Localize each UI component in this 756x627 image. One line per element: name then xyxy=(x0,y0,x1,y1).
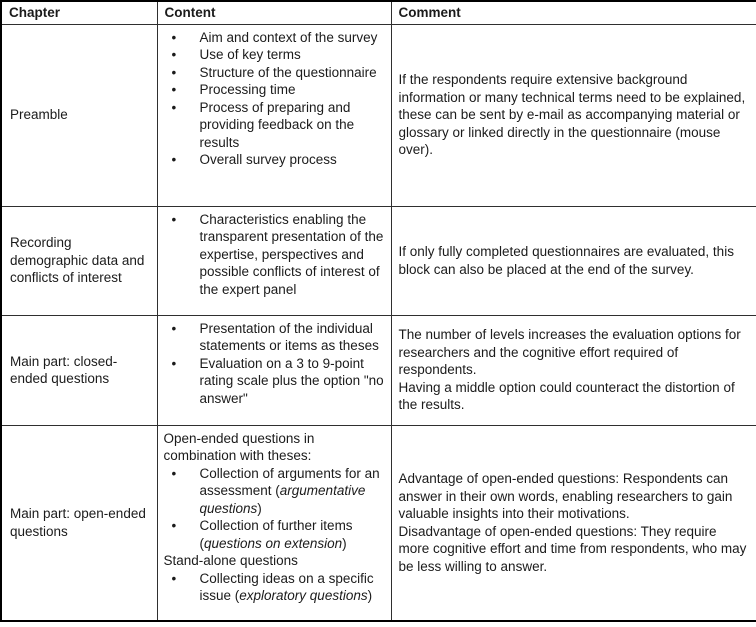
bullet-icon: • xyxy=(171,82,177,97)
text-segment: Collecting ideas on a specific issue ( xyxy=(199,570,374,603)
content-item-text xyxy=(164,431,315,464)
chapter-cell xyxy=(1,425,157,621)
table-row xyxy=(1,315,756,425)
text-segment: Overall survey process xyxy=(199,152,337,167)
comment-cell xyxy=(391,206,756,315)
content-item-text xyxy=(200,570,387,605)
content-bullet-item xyxy=(163,211,387,299)
comment-paragraph: If the respondents require extensive background information or many technical terms need to be explained, these can be sent by e-mail as accompanying material or glossary or linked directly in the questionnaire (mouse over). xyxy=(398,72,746,158)
chapter-cell xyxy=(1,206,157,315)
content-item-text xyxy=(200,465,387,518)
content-item-text xyxy=(200,29,387,47)
comment-paragraph: Disadvantage of open-ended questions: They require more cognitive effort and time from respondents, who may be less willing to answer. xyxy=(398,523,747,574)
table-row xyxy=(1,425,756,621)
text-segment: Process of preparing and providing feedback on the results xyxy=(199,99,355,150)
text-segment: ) xyxy=(367,588,373,603)
content-item-text xyxy=(200,320,387,355)
chapter-cell xyxy=(1,24,157,206)
comment-paragraph: The number of levels increases the evaluation options for researchers and the cognitive effort required of respondents. xyxy=(398,327,741,378)
content-bullet-item xyxy=(163,46,387,64)
chapter-label: Recording demographic data and conflicts of interest xyxy=(10,235,145,286)
chapter-label: Main part: closed-ended questions xyxy=(10,353,118,386)
text-segment: Presentation of the individual statements or items as theses xyxy=(199,320,379,353)
content-item-text xyxy=(200,211,387,299)
text-segment: Evaluation on a 3 to 9-point rating scale plus the option "no answer" xyxy=(199,355,384,406)
text-segment: Structure of the questionnaire xyxy=(199,64,377,80)
content-text-line xyxy=(163,552,387,570)
content-bullet-item xyxy=(163,465,387,518)
column-header-content: Content xyxy=(157,1,391,24)
text-segment: ) xyxy=(257,500,262,516)
content-bullet-item xyxy=(163,517,387,552)
italic-text-segment: questions on extension xyxy=(204,535,343,551)
comment-cell xyxy=(391,315,756,425)
bullet-icon: • xyxy=(171,355,177,371)
content-cell xyxy=(157,425,391,621)
content-bullet-item xyxy=(163,320,387,355)
content-cell xyxy=(157,315,391,425)
content-bullet-item xyxy=(163,81,387,99)
text-segment: Open-ended questions in combination with theses: xyxy=(163,430,315,463)
column-header-chapter: Chapter xyxy=(1,1,157,24)
text-segment: Processing time xyxy=(199,82,296,97)
content-bullet-item xyxy=(163,29,387,47)
content-item-text xyxy=(200,517,387,552)
bullet-icon: • xyxy=(171,64,177,80)
content-item-text xyxy=(200,81,387,99)
comment-cell xyxy=(391,425,756,621)
bullet-icon: • xyxy=(171,29,177,45)
chapter-label: Main part: open-ended questions xyxy=(10,506,146,539)
content-bullet-item xyxy=(163,355,387,408)
content-cell xyxy=(157,206,391,315)
table-row xyxy=(1,206,756,315)
content-bullet-item xyxy=(163,64,387,82)
content-bullet-item xyxy=(163,151,387,169)
bullet-icon: • xyxy=(171,211,177,227)
content-item-text xyxy=(200,64,387,82)
content-item-text xyxy=(200,46,387,64)
bullet-icon: • xyxy=(171,570,177,586)
content-bullet-item xyxy=(163,570,387,605)
column-header-comment: Comment xyxy=(391,1,756,24)
bullet-icon: • xyxy=(171,99,177,115)
comment-paragraph: If only fully completed questionnaires are evaluated, this block can also be placed at the end of the survey. xyxy=(398,244,734,277)
header-row xyxy=(1,1,756,24)
table-header xyxy=(1,1,756,24)
table-body xyxy=(1,24,756,621)
bullet-icon: • xyxy=(171,47,177,62)
text-segment: Characteristics enabling the transparent presentation of the expertise, perspectives and possible conflicts of interest of the expert panel xyxy=(199,211,384,297)
bullet-icon: • xyxy=(171,518,177,533)
content-cell xyxy=(157,24,391,206)
text-segment: Stand-alone questions xyxy=(163,553,298,568)
content-item-text xyxy=(200,99,387,152)
bullet-icon: • xyxy=(171,152,177,167)
italic-text-segment: exploratory questions xyxy=(239,588,368,603)
comment-paragraph: Having a middle option could counteract the distortion of the results. xyxy=(398,379,735,413)
content-text-line xyxy=(163,430,387,465)
text-segment: Collection of arguments for an assessment ( xyxy=(199,465,380,498)
content-item-text xyxy=(164,553,298,568)
text-segment: Use of key terms xyxy=(199,47,301,62)
comment-cell xyxy=(391,24,756,206)
chapter-label: Preamble xyxy=(10,107,68,123)
content-bullet-item xyxy=(163,99,387,152)
chapter-cell xyxy=(1,315,157,425)
text-segment: Aim and context of the survey xyxy=(199,29,378,45)
content-item-text xyxy=(200,151,387,169)
text-segment: ) xyxy=(342,535,347,551)
table-row xyxy=(1,24,756,206)
text-segment: Collection of further items ( xyxy=(199,518,353,551)
bullet-icon: • xyxy=(171,465,177,481)
comment-paragraph: Advantage of open-ended questions: Respondents can answer in their own words, enabling researchers to gain valuable insights into their motivations. xyxy=(398,471,733,522)
italic-text-segment: argumentative questions xyxy=(199,483,366,516)
bullet-icon: • xyxy=(171,320,177,336)
content-item-text xyxy=(200,355,387,408)
